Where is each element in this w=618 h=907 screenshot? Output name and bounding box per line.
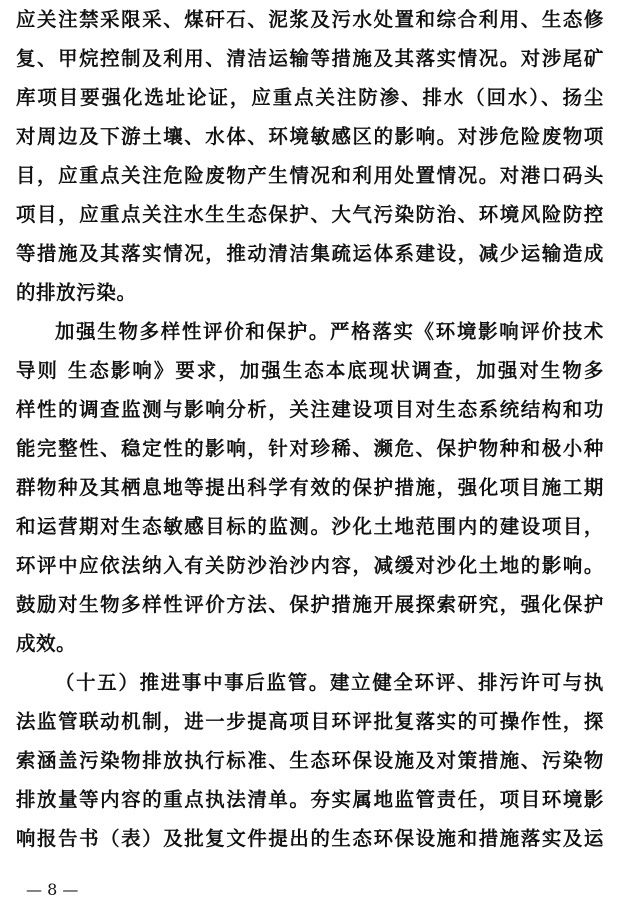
body-text-line: 库项目要强化选址论证，应重点关注防渗、排水（回水）、扬尘 (16, 86, 604, 109)
body-text-line: 响报告书（表）及批复文件提出的生态环保设施和措施落实及运 (16, 827, 604, 850)
body-text-line: 导则 生态影响》要求，加强生态本底现状调查，加强对生物多 (16, 359, 604, 382)
body-text-line: 成效。 (16, 632, 77, 655)
body-text-line: 和运营期对生态敏感目标的监测。沙化土地范围内的建设项目， (16, 515, 604, 538)
body-text-line: 排放量等内容的重点执法清单。夯实属地监管责任，项目环境影 (16, 788, 604, 811)
body-text-line: 项目，应重点关注水生生态保护、大气污染防治、环境风险防控 (16, 203, 604, 226)
body-text-line: 群物种及其栖息地等提出科学有效的保护措施，强化项目施工期 (16, 476, 604, 499)
body-text-line: 目，应重点关注危险废物产生情况和利用处置情况。对港口码头 (16, 164, 604, 187)
body-text-line: 能完整性、稳定性的影响，针对珍稀、濒危、保护物种和极小种 (16, 437, 604, 460)
body-text-line: 复、甲烷控制及利用、清洁运输等措施及其落实情况。对涉尾矿 (16, 47, 604, 70)
page-number: — 8 — (26, 880, 79, 899)
body-text-line: 等措施及其落实情况，推动清洁集疏运体系建设，减少运输造成 (16, 242, 604, 265)
body-text-line: 的排放污染。 (16, 281, 137, 304)
paragraph-lead-line: 加强生物多样性评价和保护。严格落实《环境影响评价技术 (55, 320, 604, 343)
body-text-line: 应关注禁采限采、煤矸石、泥浆及污水处置和综合利用、生态修 (16, 8, 604, 31)
body-text-line: 索涵盖污染物排放执行标准、生态环保设施及对策措施、污染物 (16, 749, 604, 772)
body-text-line: 法监管联动机制，进一步提高项目环评批复落实的可操作性，探 (16, 710, 604, 733)
body-text-line: 环评中应依法纳入有关防沙治沙内容，减缓对沙化土地的影响。 (16, 554, 604, 577)
body-text-line: 鼓励对生物多样性评价方法、保护措施开展探索研究，强化保护 (16, 593, 604, 616)
body-text-line: 样性的调查监测与影响分析，关注建设项目对生态系统结构和功 (16, 398, 604, 421)
section-heading-line: （十五）推进事中事后监管。建立健全环评、排污许可与执 (55, 671, 604, 694)
body-text-line: 对周边及下游土壤、水体、环境敏感区的影响。对涉危险废物项 (16, 125, 604, 148)
